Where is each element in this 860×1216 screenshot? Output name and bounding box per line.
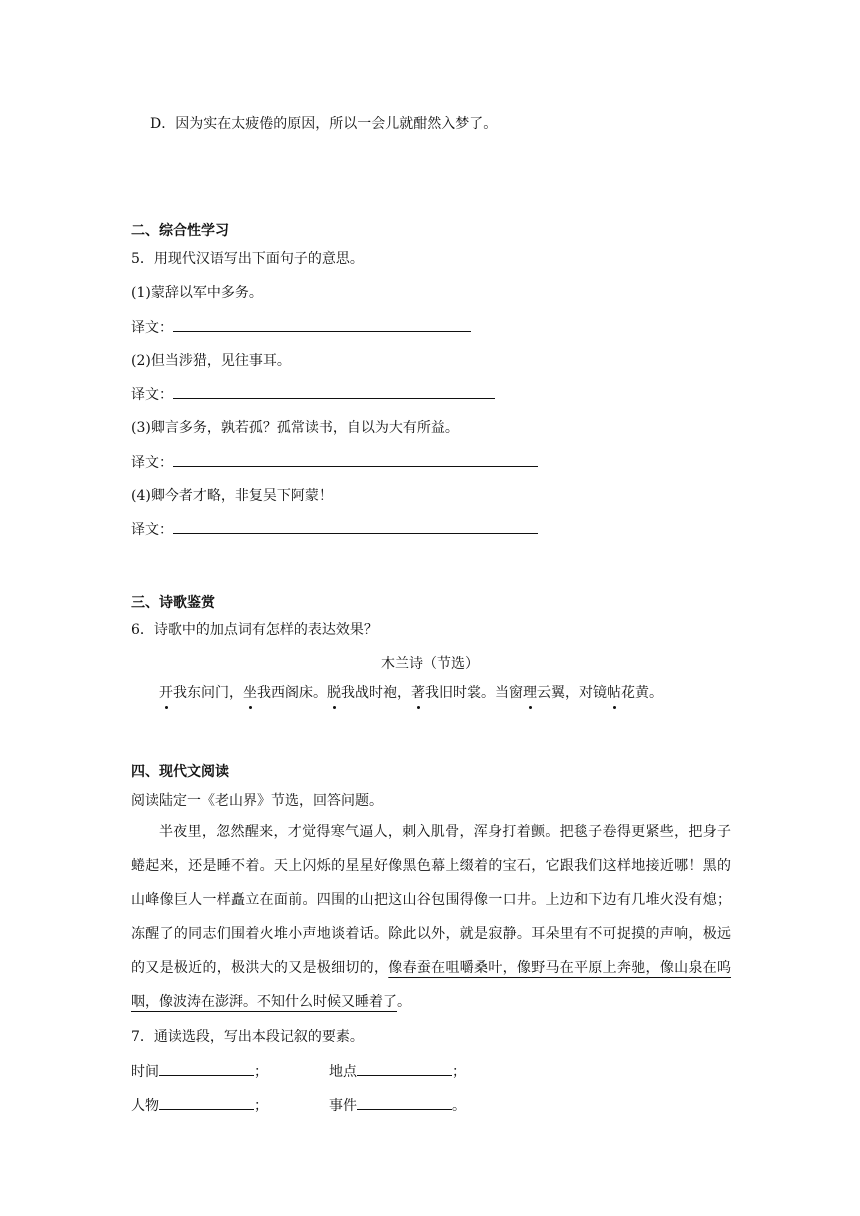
poem-text: 云翼，对镜: [537, 685, 607, 701]
element-place: [329, 1060, 466, 1081]
poem-dotted-word: 开: [159, 682, 173, 702]
translation-label: 译文：: [131, 455, 173, 471]
poem-title: 木兰诗（节选）: [381, 656, 479, 672]
translation-label: 译文：: [131, 320, 173, 336]
poem-dotted-word: 脱: [327, 682, 341, 702]
poem-text: 我西阁床。: [257, 685, 327, 701]
poem-text: 我东问门，: [173, 685, 243, 701]
element-time: [131, 1060, 268, 1081]
q7-stem: 7．通读选段，写出本段记叙的要素。: [131, 1029, 364, 1045]
section-2-title: 二、综合性学习: [131, 223, 229, 239]
q5-answer-2: [131, 383, 495, 404]
answer-blank[interactable]: [357, 1060, 452, 1076]
answer-blank[interactable]: [173, 316, 471, 332]
answer-blank[interactable]: [357, 1094, 452, 1110]
element-end: 。: [452, 1098, 466, 1114]
poem-dotted-word: 理: [523, 682, 537, 702]
q5-sentence-1: (1)蒙辞以军中多务。: [131, 285, 263, 301]
element-label: 时间: [131, 1064, 159, 1080]
translation-label: 译文：: [131, 522, 173, 538]
q5-sentence-3: (3)卿言多务，孰若孤？孤常读书，自以为大有所益。: [131, 420, 459, 436]
element-event: [329, 1094, 466, 1115]
section-3-title: 三、诗歌鉴赏: [131, 595, 215, 611]
poem-text: 我战时袍，: [341, 685, 411, 701]
passage-text: 半夜里，忽然醒来，才觉得寒气逼人，刺入肌骨，浑身打着颤。把毯子卷得更紧些，把身子蜷起来，还是睡不着。天上闪烁的星星好像黑色幕上缀着的宝石，它跟我们这样地接近哪！黑的山峰像巨人一样矗立在面前。四围的山把这山谷包围得像一口井。上边和下边有几堆火没有熄；冻醒了的同志们围着火堆小声地谈着话。除此以外，就是寂静。耳朵里有不可捉摸的声响，极远的又是极近的，极洪大的又是极细切的，: [131, 824, 731, 976]
reading-intro: 阅读陆定一《老山界》节选，回答问题。: [131, 793, 383, 809]
q5-sentence-2: (2)但当涉猎，见往事耳。: [131, 353, 291, 369]
poem-dotted-word: 帖: [607, 682, 621, 702]
section-4-title: 四、现代文阅读: [131, 764, 229, 780]
poem-dotted-word: 著: [411, 682, 425, 702]
option-d: D．因为实在太疲倦的原因，所以一会儿就酣然入梦了。: [150, 116, 498, 132]
q5-sentence-4: (4)卿今者才略，非复吴下阿蒙！: [131, 488, 333, 504]
element-end: ；: [452, 1064, 466, 1080]
element-label: 人物: [131, 1098, 159, 1114]
q5-answer-1: [131, 316, 471, 337]
poem-text: 我旧时裳。当窗: [425, 685, 523, 701]
passage-underlined: 像春蚕在咀嚼桑叶，像野马在平原上奔驰，像山泉在呜咽，像波涛在澎湃。不知什么时候又睡着了: [131, 960, 732, 1010]
element-end: ；: [254, 1064, 268, 1080]
passage-end: 。: [397, 994, 411, 1010]
answer-blank[interactable]: [159, 1060, 254, 1076]
passage: [131, 815, 731, 1019]
answer-blank[interactable]: [173, 518, 538, 534]
q5-stem: 5．用现代汉语写出下面句子的意思。: [131, 251, 364, 267]
answer-blank[interactable]: [173, 383, 495, 399]
element-people: [131, 1094, 268, 1115]
q5-answer-3: [131, 451, 538, 472]
element-label: 地点: [329, 1064, 357, 1080]
poem-body: [159, 682, 663, 702]
answer-blank[interactable]: [159, 1094, 254, 1110]
element-label: 事件: [329, 1098, 357, 1114]
answer-blank[interactable]: [173, 451, 538, 467]
q5-answer-4: [131, 518, 538, 539]
element-end: ；: [254, 1098, 268, 1114]
translation-label: 译文：: [131, 387, 173, 403]
poem-text: 花黄。: [621, 685, 663, 701]
poem-dotted-word: 坐: [243, 682, 257, 702]
q6-stem: 6．诗歌中的加点词有怎样的表达效果？: [131, 622, 378, 638]
